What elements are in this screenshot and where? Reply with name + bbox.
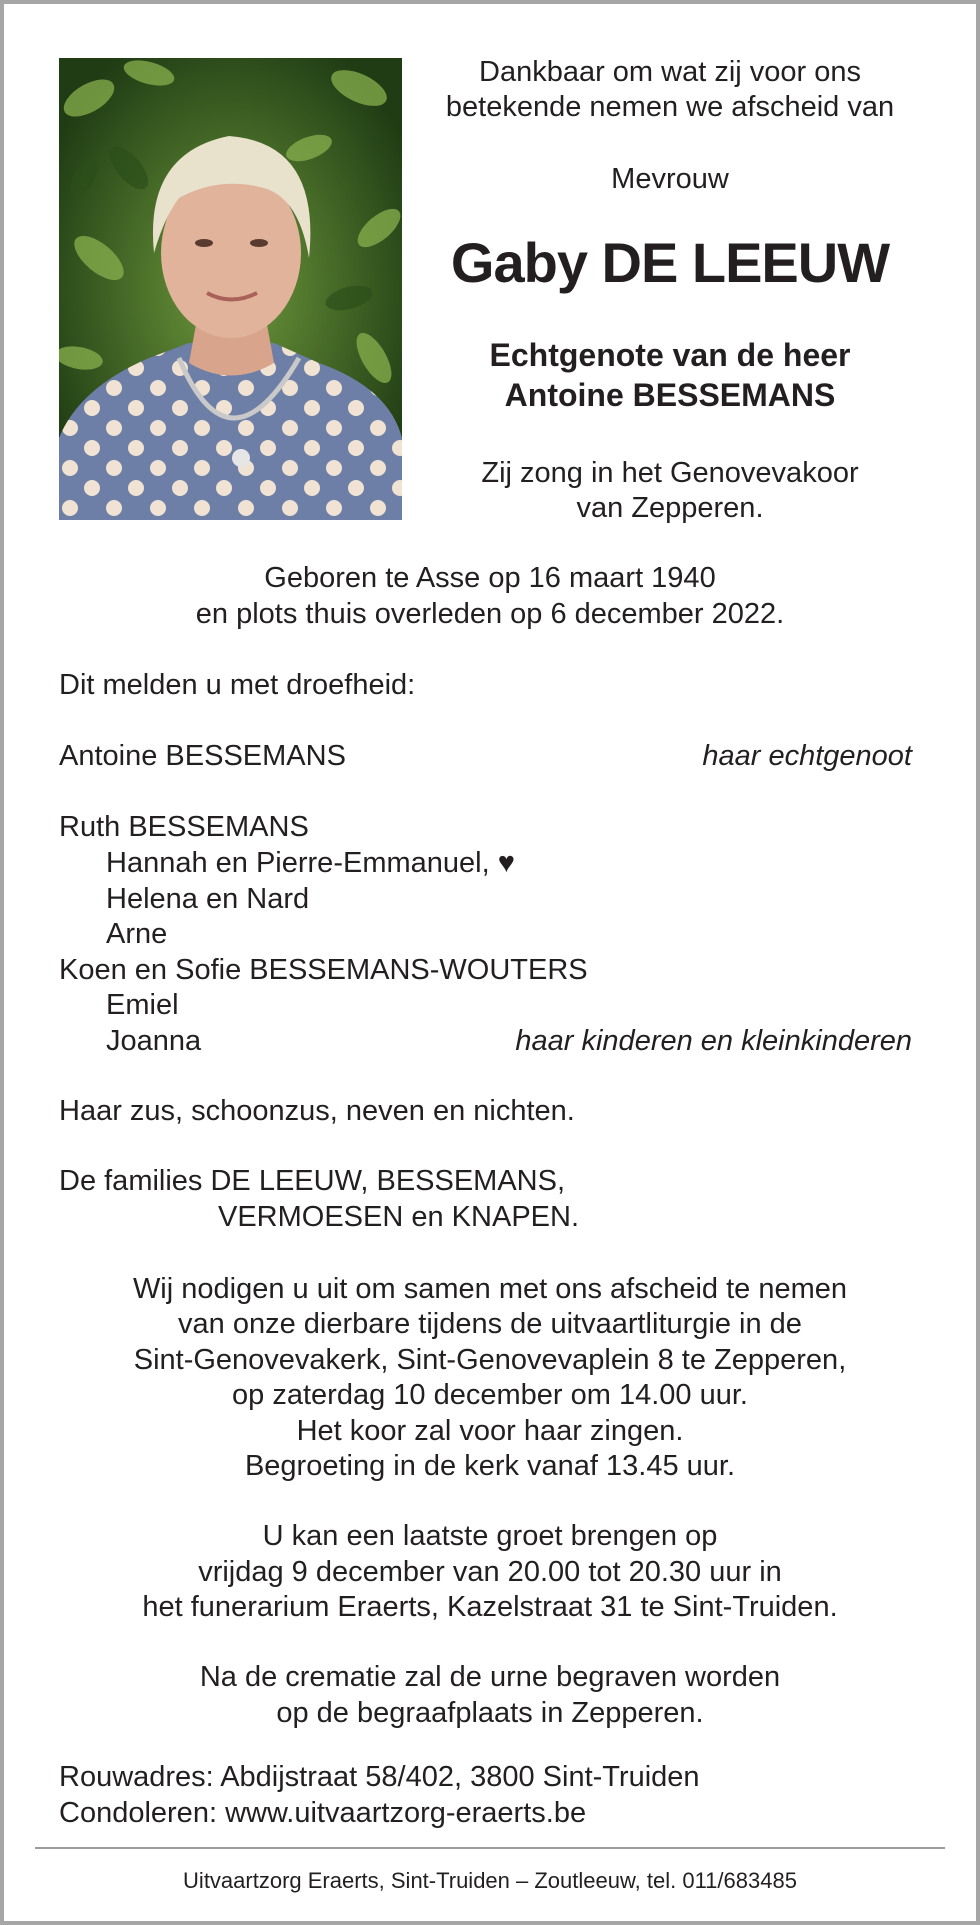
condolences-link[interactable]: www.uitvaartzorg-eraerts.be bbox=[225, 1797, 587, 1829]
choir-line-1: Zij zong in het Genovevakoor bbox=[481, 457, 859, 489]
portrait-photo bbox=[59, 58, 402, 520]
salutation: Mevrouw bbox=[611, 163, 729, 195]
child-1: Ruth BESSEMANS bbox=[59, 811, 309, 843]
grandchild-4: Emiel bbox=[106, 989, 179, 1021]
relatives: Haar zus, schoonzus, neven en nichten. bbox=[59, 1095, 575, 1127]
footer-text: Uitvaartzorg Eraerts, Sint-Truiden – Zoutleeuw, tel. 011/683485 bbox=[183, 1868, 797, 1893]
footer-divider bbox=[35, 1847, 945, 1849]
families-line-1: De families DE LEEUW, BESSEMANS, bbox=[59, 1165, 566, 1197]
condolences-line bbox=[59, 1795, 586, 1831]
ceremony-line-1: Wij nodigen u uit om samen met ons afscheid te nemen bbox=[132, 1273, 848, 1305]
visitation-line-3: het funerarium Eraerts, Kazelstraat 31 te Sint-Truiden. bbox=[142, 1591, 838, 1623]
birth-line: Geboren te Asse op 16 maart 1940 bbox=[264, 562, 716, 594]
ceremony-line-4: op zaterdag 10 december om 14.00 uur. bbox=[232, 1379, 748, 1411]
announcement: Dit melden u met droefheid: bbox=[59, 669, 416, 701]
children-role: haar kinderen en kleinkinderen bbox=[515, 1025, 912, 1057]
choir-line-2: van Zepperen. bbox=[576, 492, 764, 524]
visitation-line-1: U kan een laatste groet brengen op bbox=[262, 1520, 718, 1552]
intro-line-2: betekende nemen we afscheid van bbox=[445, 91, 895, 123]
ceremony-line-6: Begroeting in de kerk vanaf 13.45 uur. bbox=[244, 1450, 736, 1482]
ceremony-line-3: Sint-Genovevakerk, Sint-Genovevaplein 8 te Zepperen, bbox=[133, 1344, 847, 1376]
ceremony-line-2: van onze dierbare tijdens de uitvaartliturgie in de bbox=[178, 1308, 802, 1340]
deceased-name: Gaby DE LEEUW bbox=[450, 231, 890, 294]
condolences-label: Condoleren: bbox=[59, 1797, 226, 1829]
intro-line-1: Dankbaar om wat zij voor ons bbox=[479, 56, 861, 88]
families-line-2: VERMOESEN en KNAPEN. bbox=[218, 1201, 579, 1233]
visitation-line-2: vrijdag 9 december van 20.00 tot 20.30 uur in bbox=[198, 1556, 782, 1588]
burial-line-1: Na de crematie zal de urne begraven worden bbox=[199, 1661, 781, 1693]
grandchild-1: Hannah en Pierre-Emmanuel, ♥ bbox=[106, 847, 515, 879]
spouse-line-1: Echtgenote van de heer bbox=[489, 337, 851, 373]
mourning-address: Rouwadres: Abdijstraat 58/402, 3800 Sint-Truiden bbox=[59, 1761, 700, 1793]
spouse-role: haar echtgenoot bbox=[702, 740, 912, 772]
portrait-image bbox=[59, 58, 402, 520]
grandchild-2: Helena en Nard bbox=[106, 883, 310, 915]
spouse-name: Antoine BESSEMANS bbox=[59, 740, 346, 772]
grandchild-3: Arne bbox=[106, 918, 168, 950]
grandchild-5: Joanna bbox=[106, 1025, 202, 1057]
death-line: en plots thuis overleden op 6 december 2022. bbox=[195, 598, 785, 630]
burial-line-2: op de begraafplaats in Zepperen. bbox=[276, 1697, 704, 1729]
spouse-line-2: Antoine BESSEMANS bbox=[504, 377, 836, 413]
ceremony-line-5: Het koor zal voor haar zingen. bbox=[296, 1415, 684, 1447]
child-2: Koen en Sofie BESSEMANS-WOUTERS bbox=[59, 954, 588, 986]
